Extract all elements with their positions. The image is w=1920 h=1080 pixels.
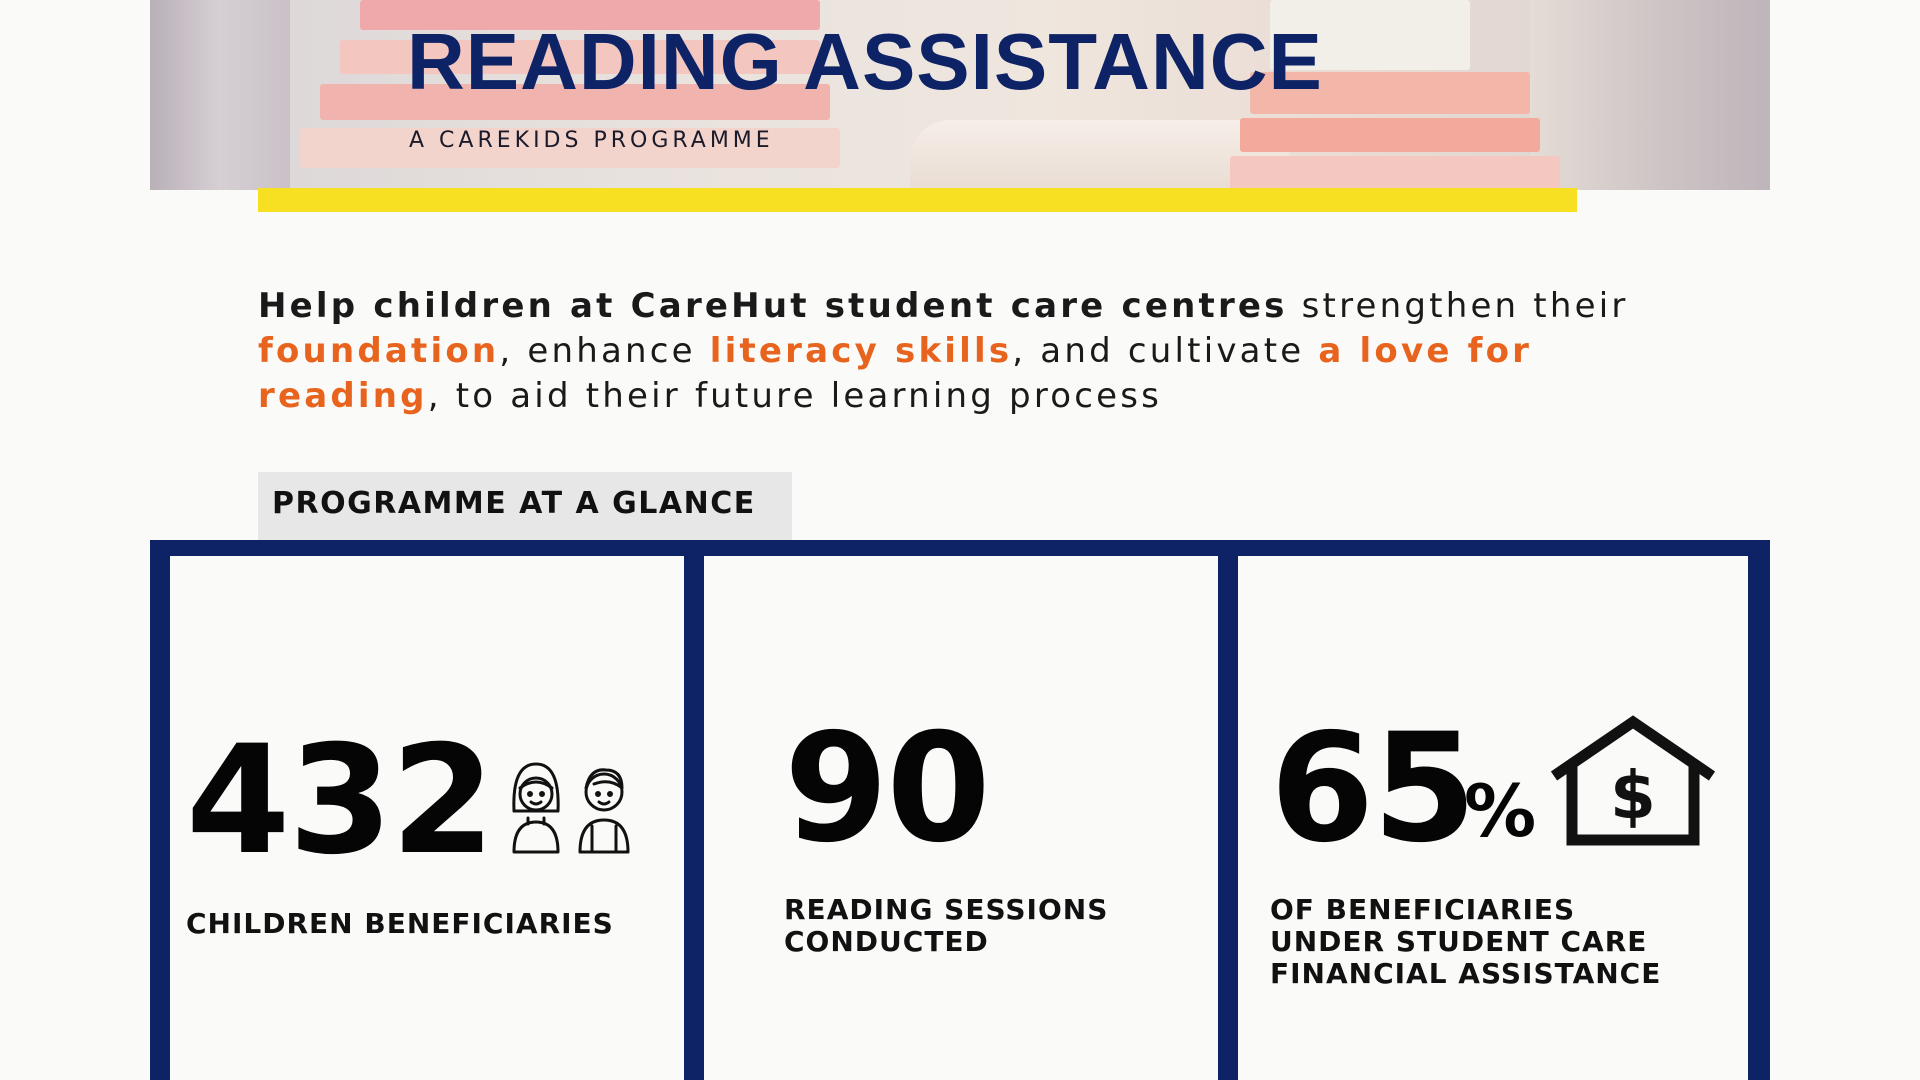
intro-text: , enhance: [499, 331, 710, 371]
intro-text: strengthen their: [1287, 286, 1629, 326]
section-title: PROGRAMME AT A GLANCE: [272, 486, 756, 521]
stat-card-children: [170, 556, 684, 1080]
stat-label: CHILDREN BENEFICIARIES: [186, 907, 614, 940]
book-stack-decoration: [1230, 156, 1560, 190]
intro-highlight: foundation: [258, 331, 500, 371]
stats-panel: [150, 540, 1770, 1080]
section-header: [258, 472, 792, 540]
page-title: READING ASSISTANCE: [407, 17, 1323, 106]
stat-label: READING SESSIONS CONDUCTED: [784, 893, 1109, 958]
stat-unit: %: [1464, 769, 1537, 853]
intro-text: Help children at CareHut student care centres: [258, 286, 1288, 326]
intro-paragraph: [258, 284, 1698, 419]
intro-highlight: literacy skills: [709, 331, 1013, 371]
svg-text:$: $: [1610, 757, 1656, 834]
stat-value: 90: [784, 702, 989, 876]
intro-text: , to aid their future learning process: [427, 376, 1163, 416]
stat-value: 432: [186, 714, 494, 888]
accent-bar: [258, 188, 1577, 212]
intro-text: , and cultivate: [1012, 331, 1319, 371]
page-subtitle: A CAREKIDS PROGRAMME: [409, 128, 774, 153]
house-dollar-icon: [1548, 714, 1718, 846]
stat-label: OF BENEFICIARIES UNDER STUDENT CARE FINANCIAL ASSISTANCE: [1270, 893, 1662, 990]
children-icon: [506, 756, 636, 856]
stat-value: 65: [1270, 702, 1475, 876]
bookshelf-backdrop: [1530, 0, 1770, 190]
stat-card-financial-assistance: [1238, 556, 1748, 1080]
book-stack-decoration: [1240, 118, 1540, 152]
bookshelf-backdrop: [150, 0, 290, 190]
stat-card-sessions: [704, 556, 1218, 1080]
intro-highlight: a love for reading: [258, 331, 1533, 416]
hero-banner: [150, 0, 1770, 190]
